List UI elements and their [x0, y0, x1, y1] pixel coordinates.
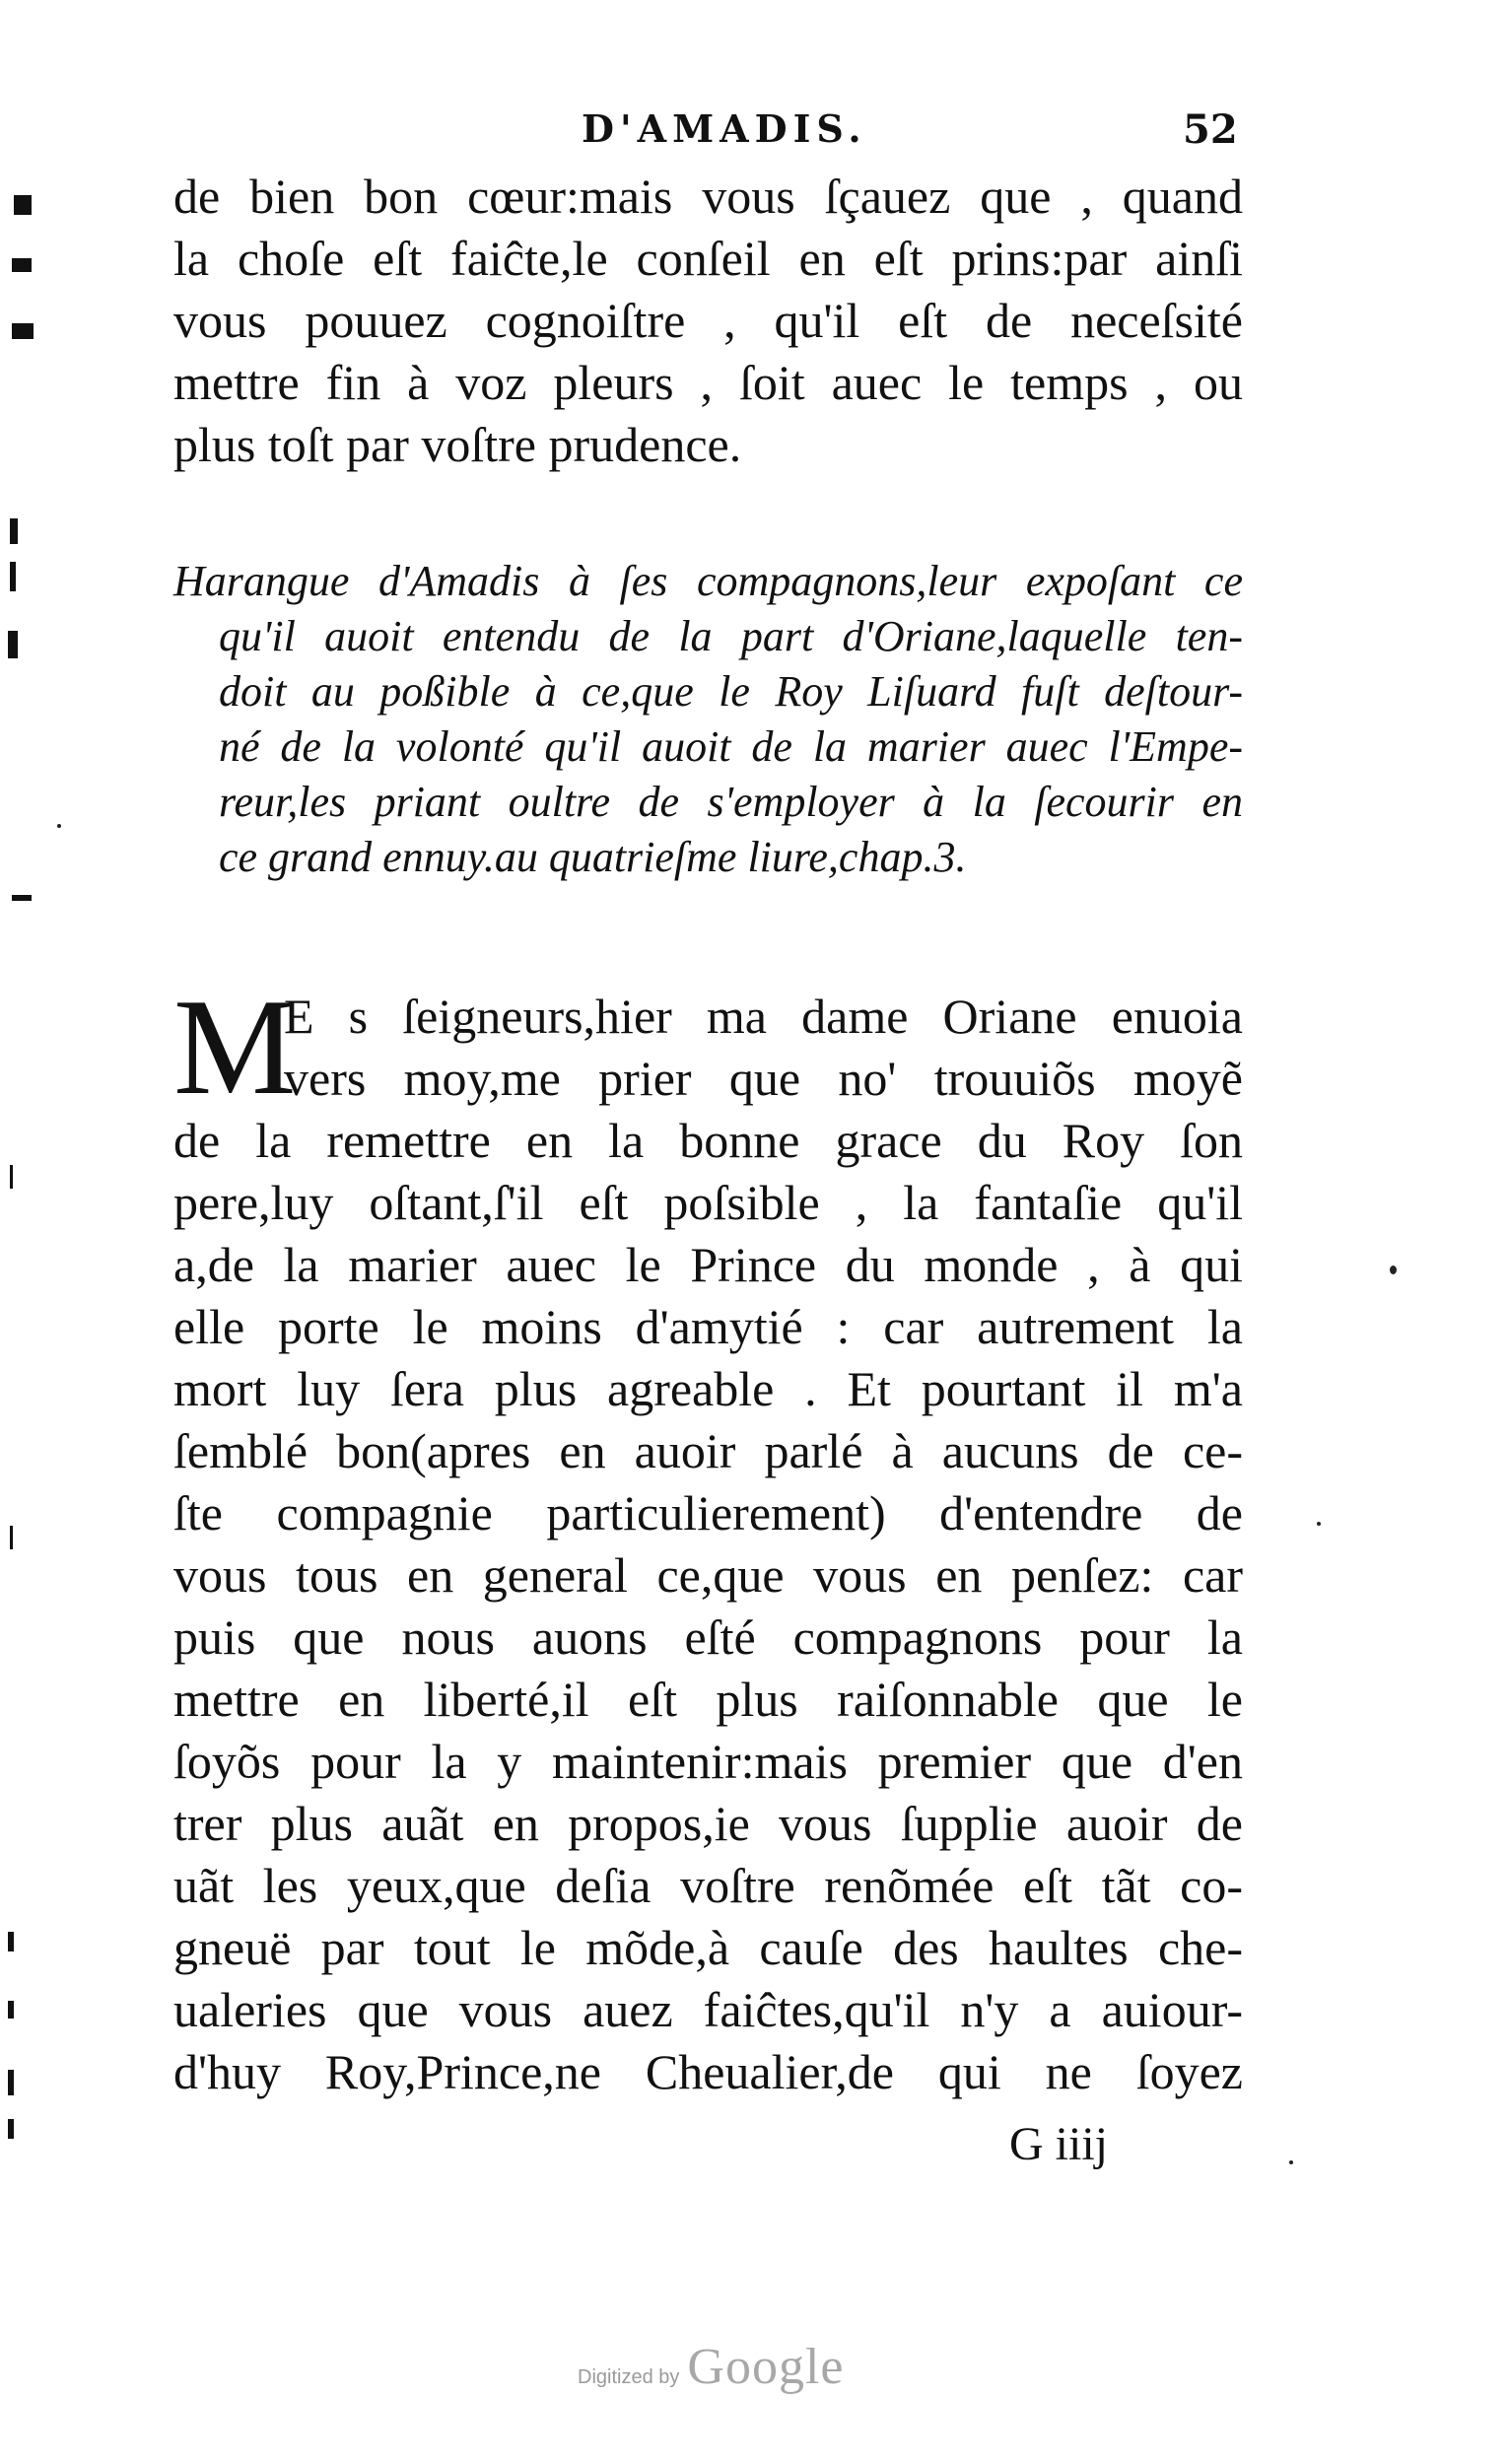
text-line: mettre fin à voz pleurs , ſoit auec le temps , ou [173, 355, 1243, 410]
text-line: vous tous en general ce,que vous en penſez: car [173, 1547, 1243, 1603]
drop-cap: M [173, 971, 297, 1124]
ink-speck [1317, 1522, 1321, 1526]
margin-bleed-mark [8, 2119, 14, 2139]
heading-line: reur,les priant oultre de s'employer à la ſecourir en [219, 778, 1243, 826]
text-line: la choſe eſt faiĉte,le conſeil en eſt prins:par ainſi [173, 231, 1243, 286]
heading-line: doit au poßible à ce,que le Roy Liſuard fuſt deſtour- [219, 667, 1243, 716]
text-line: vers moy,me prier que no' trouuiõs moyẽ [284, 1051, 1243, 1106]
margin-bleed-mark [8, 1932, 14, 1951]
signature-mark: G iiij [1009, 2118, 1109, 2170]
main-paragraph [173, 971, 1243, 2103]
text-line: E s ſeigneurs,hier ma dame Oriane enuoia [284, 989, 1243, 1044]
digitization-watermark [578, 2338, 844, 2396]
margin-bleed-mark [8, 631, 18, 658]
margin-bleed-mark [10, 1526, 13, 1549]
text-line: ſoyõs pour la y maintenir:mais premier que d'en [173, 1734, 1243, 1789]
text-line: d'huy Roy,Prince,ne Cheualier,de qui ne ſoyez [173, 2044, 1243, 2099]
margin-bleed-mark [8, 2070, 14, 2095]
heading-line: qu'il auoit entendu de la part d'Oriane,laquelle ten- [219, 612, 1243, 660]
text-line: de la remettre en la bonne grace du Roy ſon [173, 1113, 1243, 1168]
watermark-brand: Google [687, 2339, 845, 2395]
text-line: vous pouuez cognoiſtre , qu'il eſt de neceſsité [173, 293, 1243, 348]
chapter-heading [173, 554, 1243, 885]
heading-line: Harangue d'Amadis à ſes compagnons,leur expoſant ce [173, 557, 1243, 605]
text-line: de bien bon cœur:mais vous ſçauez que , quand [173, 169, 1243, 224]
margin-bleed-mark [12, 895, 32, 901]
text-line: plus toſt par voſtre prudence. [173, 417, 742, 472]
text-line: gneuë par tout le mõde,à cauſe des haultes che- [173, 1920, 1243, 1975]
text-line: trer plus auãt en propos,ie vous ſupplie auoir de [173, 1796, 1243, 1851]
text-line: elle porte le moins d'amytié : car autrement la [173, 1299, 1243, 1354]
text-line: ſte compagnie particulierement) d'entendre de [173, 1485, 1243, 1540]
margin-bleed-mark [12, 323, 34, 339]
heading-line: ce grand ennuy.au quatrieſme liure,chap.3. [219, 833, 967, 881]
watermark-prefix: Digitized by [578, 2366, 680, 2388]
margin-bleed-mark [10, 1165, 13, 1189]
margin-bleed-mark [10, 518, 18, 544]
text-line: ſemblé bon(apres en auoir parlé à aucuns de ce- [173, 1423, 1243, 1478]
ink-speck [1289, 2160, 1293, 2164]
text-line: uãt les yeux,que deſia voſtre renõmée eſt tãt co- [173, 1858, 1243, 1913]
page-number: 52 [1183, 106, 1238, 153]
margin-bleed-mark [10, 562, 16, 591]
margin-bleed-mark [12, 258, 32, 272]
text-line: pere,luy oſtant,ſ'il eſt poſsible , la fantaſie qu'il [173, 1175, 1243, 1230]
text-line: mettre en liberté,il eſt plus raiſonnable que le [173, 1672, 1243, 1727]
margin-bleed-mark [8, 2001, 14, 2019]
running-title: D'AMADIS. [582, 106, 867, 151]
ink-speck [1390, 1266, 1397, 1274]
text-line: a,de la marier auec le Prince du monde , à qui [173, 1237, 1243, 1292]
text-line: puis que nous auons eſté compagnons pour la [173, 1609, 1243, 1665]
text-line: ualeries que vous auez faiĉtes,qu'il n'y a auiour- [173, 1982, 1243, 2037]
top-paragraph [173, 166, 1243, 476]
ink-speck [57, 824, 61, 828]
margin-bleed-mark [14, 195, 32, 215]
heading-line: né de la volonté qu'il auoit de la marier auec l'Empe- [219, 722, 1243, 771]
text-line: mort luy ſera plus agreable . Et pourtant il m'a [173, 1361, 1243, 1416]
